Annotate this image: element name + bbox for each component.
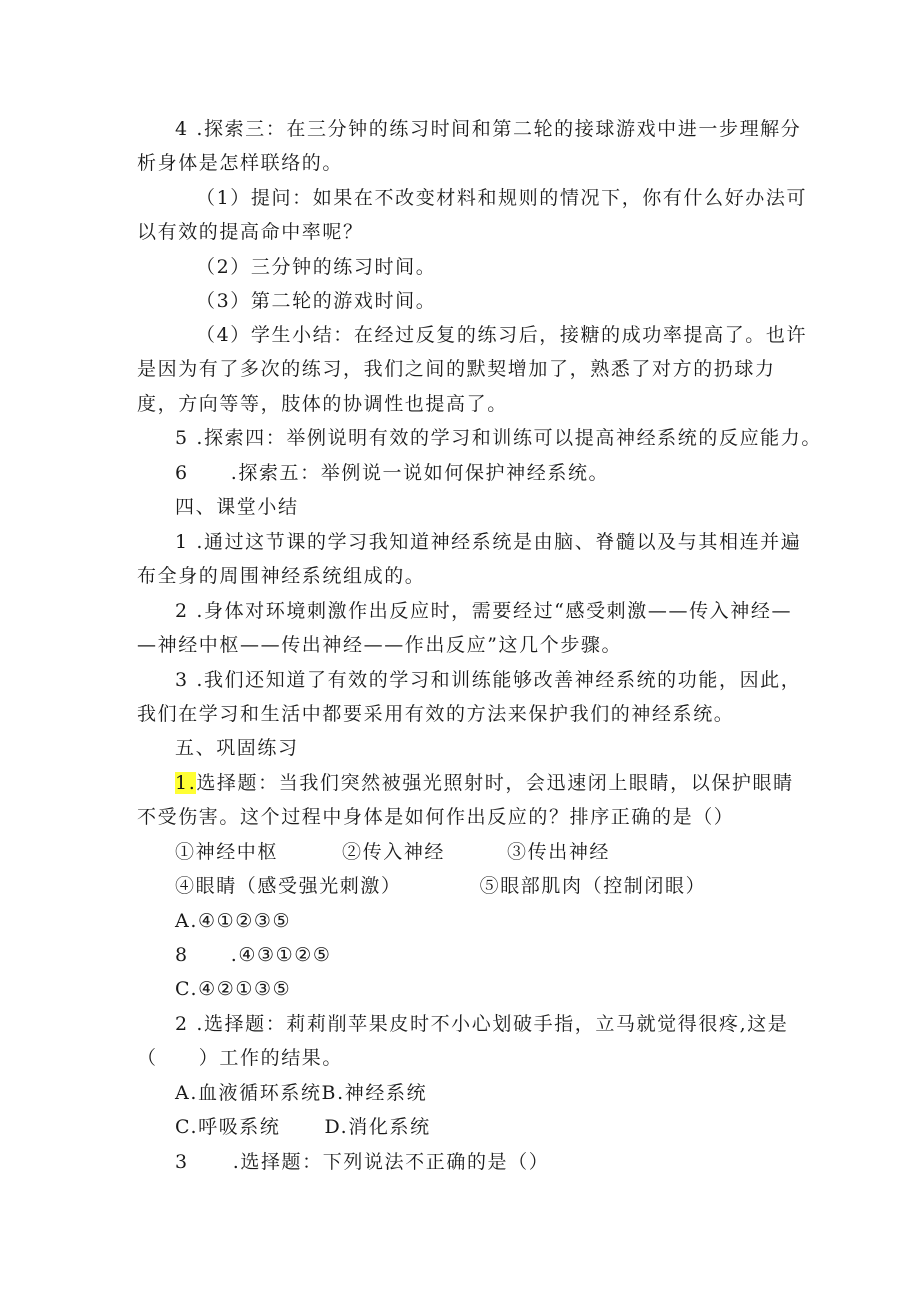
summary-point-1: 1 .通过这节课的学习我知道神经系统是由脑、脊髓以及与其相连并遍 xyxy=(175,531,802,553)
paragraph-explore-three-cont: 析身体是怎样联络的。 xyxy=(137,152,344,174)
item-text: .探索五：举例说一说如何保护神经系统。 xyxy=(230,462,610,484)
summary-point-1-cont: 布全身的周围神经系统组成的。 xyxy=(137,565,426,587)
item-game-time: （3）第二轮的游戏时间。 xyxy=(196,290,437,312)
question-2-options-row1: A.血液循环系统B.神经系统 xyxy=(175,1082,428,1104)
section-heading-summary: 四、课堂小结 xyxy=(175,496,299,518)
summary-point-2-cont: —神经中枢——传出神经——作出反应”这几个步骤。 xyxy=(137,634,623,656)
option-digestive: D.消化系统 xyxy=(324,1116,431,1138)
item-number: 6 xyxy=(175,462,189,484)
summary-point-3-cont: 我们在学习和生活中都要采用有效的方法来保护我们的神经系统。 xyxy=(137,703,735,725)
question-1-cont: 不受伤害。这个过程中身体是如何作出反应的？排序正确的是（） xyxy=(137,806,735,828)
question-3-text: .选择题：下列说法不正确的是（） xyxy=(232,1151,550,1173)
question-1-number-highlight: 1. xyxy=(175,772,197,794)
option-afferent-nerve: ②传入神经 xyxy=(342,841,446,863)
answer-a: A.④①②③⑤ xyxy=(175,910,292,932)
item-practice-time: （2）三分钟的练习时间。 xyxy=(196,256,437,278)
question-1-options-row1 xyxy=(175,835,835,869)
option-respiratory: C.呼吸系统 xyxy=(175,1116,281,1138)
summary-point-3: 3 .我们还知道了有效的学习和训练能够改善神经系统的功能，因此， xyxy=(175,669,802,691)
question-2-options-row2 xyxy=(175,1110,835,1144)
paragraph-explore-five xyxy=(175,456,835,490)
answer-c: C.④②①③⑤ xyxy=(175,978,292,1000)
question-1-options-row2 xyxy=(175,869,835,903)
paragraph-explore-four: 5 .探索四：举例说明有效的学习和训练可以提高神经系统的反应能力。 xyxy=(175,427,822,449)
question-2-cont: （ ）工作的结果。 xyxy=(137,1047,344,1069)
item-question-cont: 以有效的提高命中率呢？ xyxy=(137,221,364,243)
item-student-summary-cont1: 是因为有了多次的练习，我们之间的默契增加了，熟悉了对方的扔球力 xyxy=(137,358,776,380)
paragraph-explore-three: 4 .探索三：在三分钟的练习时间和第二轮的接球游戏中进一步理解分 xyxy=(175,118,802,140)
summary-point-2: 2 .身体对环境刺激作出反应时，需要经过“感受刺激——传入神经— xyxy=(175,600,793,622)
section-heading-practice: 五、巩固练习 xyxy=(175,737,299,759)
option-eye: ④眼睛（感受强光刺激） xyxy=(175,875,402,897)
option-eye-muscle: ⑤眼部肌肉（控制闭眼） xyxy=(479,875,707,897)
item-student-summary: （4）学生小结：在经过反复的练习后，接糖的成功率提高了。也许 xyxy=(196,324,808,346)
answer-b xyxy=(175,938,835,972)
item-question: （1）提问：如果在不改变材料和规则的情况下，你有什么好办法可 xyxy=(196,187,808,209)
answer-b-number: 8 xyxy=(175,944,189,966)
answer-b-text: .④③①②⑤ xyxy=(230,944,332,966)
option-nerve-center: ①神经中枢 xyxy=(175,841,279,863)
question-1 xyxy=(175,766,835,800)
question-3 xyxy=(175,1145,835,1179)
item-student-summary-cont2: 度，方向等等，肢体的协调性也提高了。 xyxy=(137,393,508,415)
question-2: 2 .选择题：莉莉削苹果皮时不小心划破手指，立马就觉得很疼,这是 xyxy=(175,1013,789,1035)
question-1-text: 选择题：当我们突然被强光照射时，会迅速闭上眼睛，以保护眼睛 xyxy=(196,772,794,794)
option-efferent-nerve: ③传出神经 xyxy=(507,841,611,863)
question-3-number: 3 xyxy=(175,1151,189,1173)
